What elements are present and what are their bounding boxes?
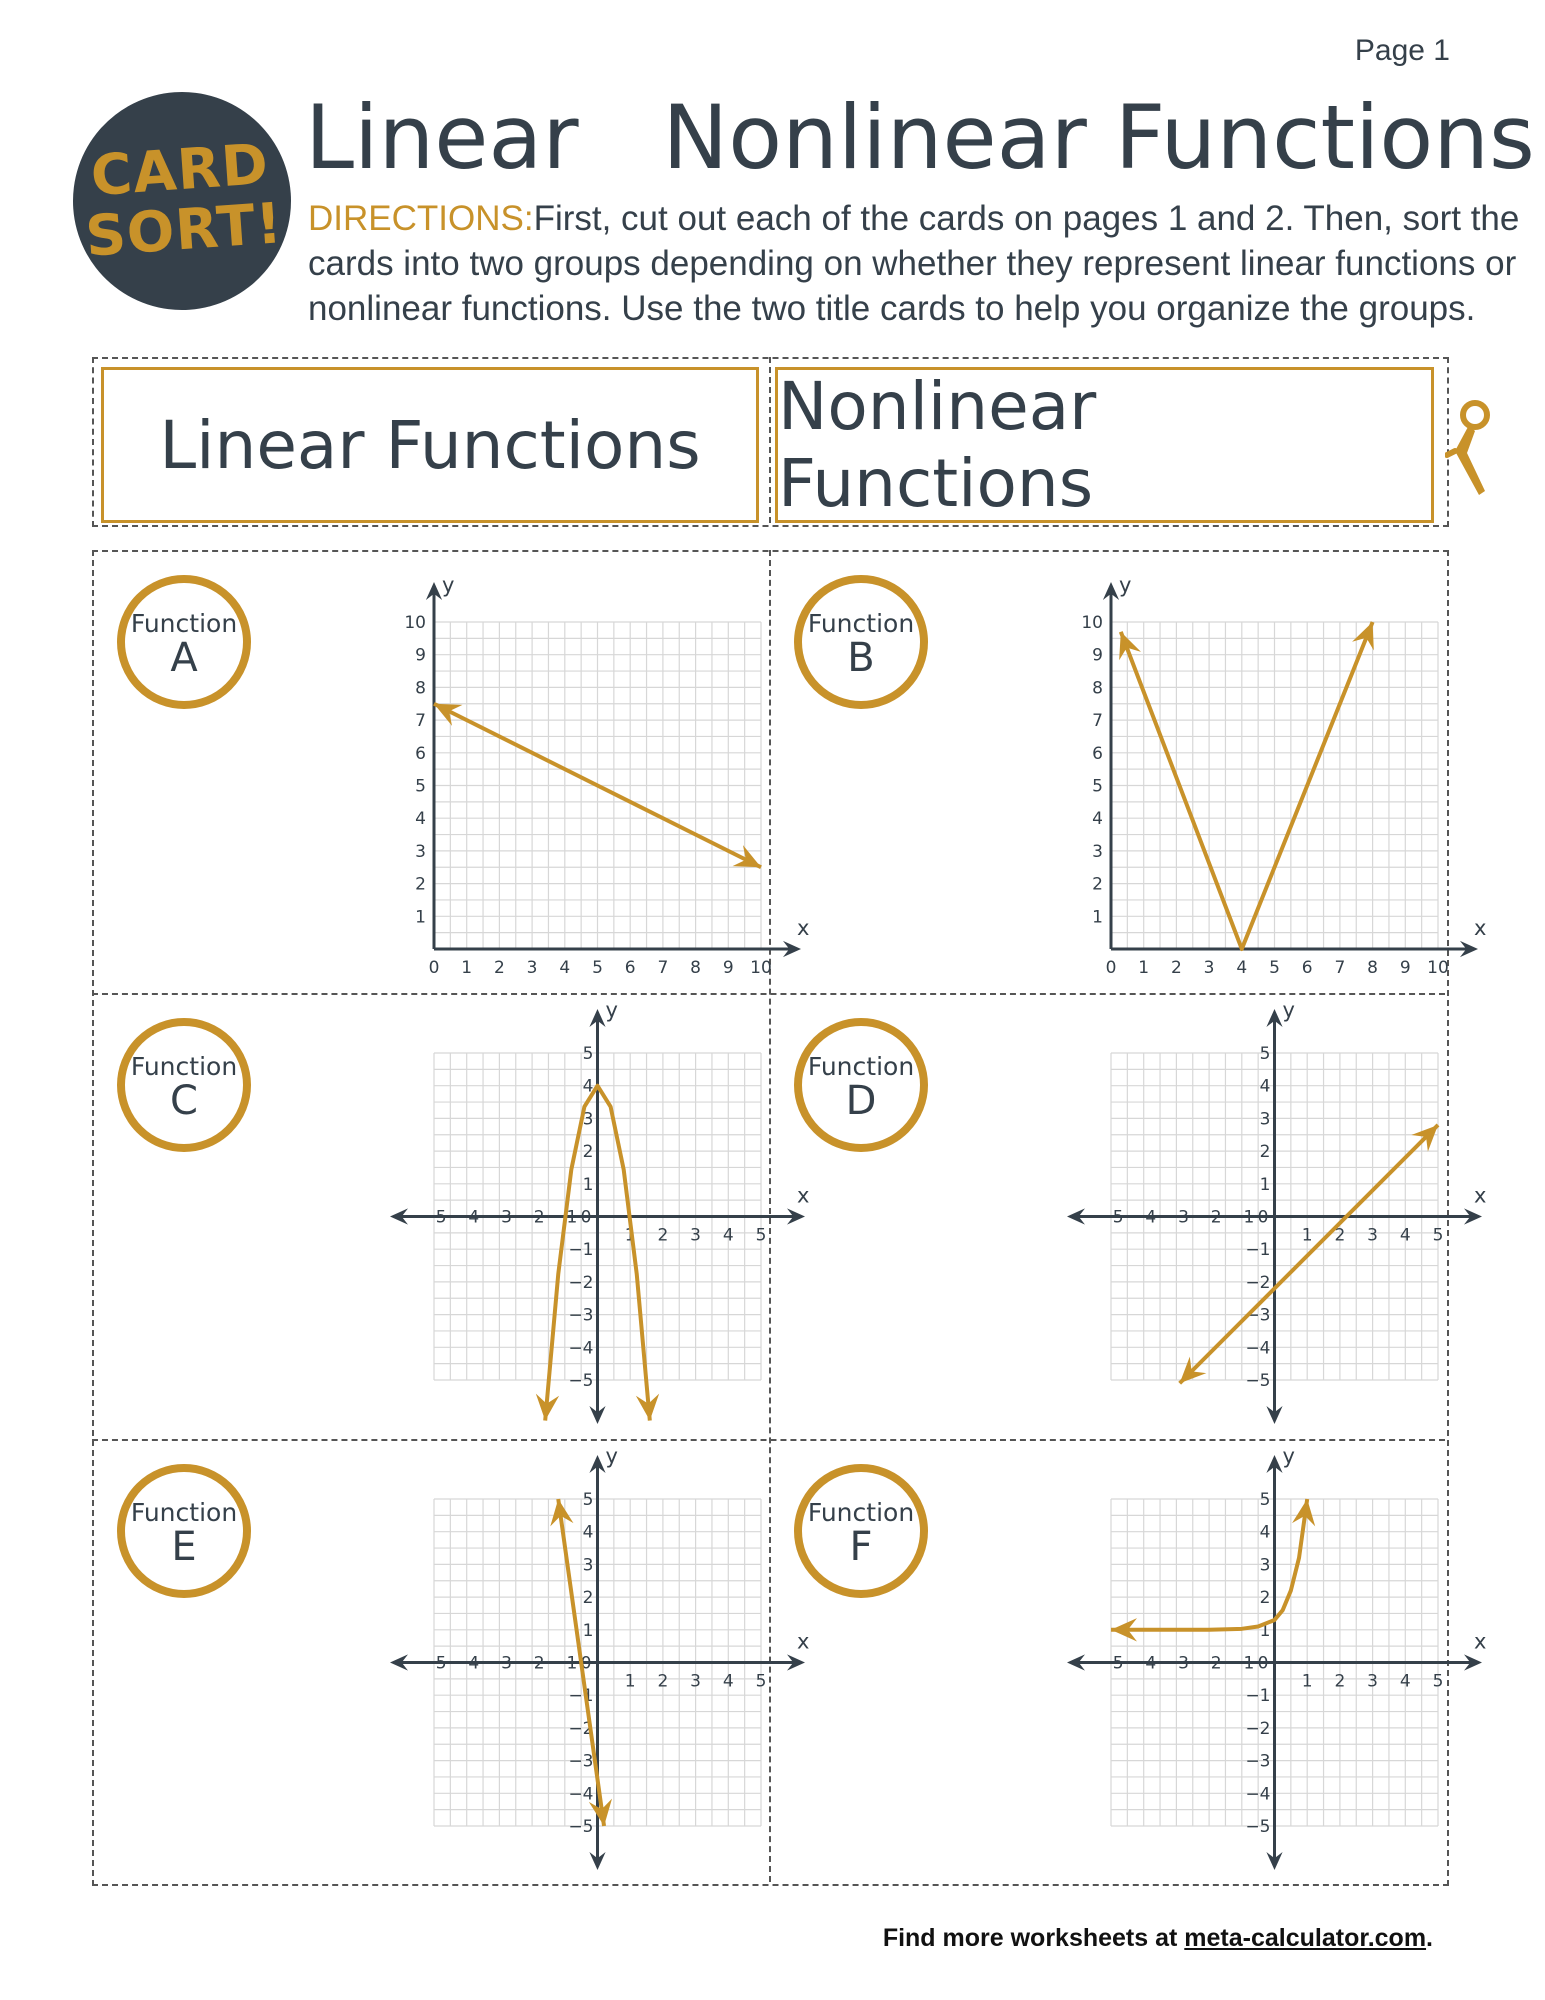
y-tick-label: 3 bbox=[582, 1109, 594, 1130]
y-tick-label: 5 bbox=[415, 776, 426, 797]
logo-line-2: SORT! bbox=[83, 191, 285, 270]
scissors-icon bbox=[1445, 395, 1505, 510]
x-tick-label: 4 bbox=[722, 1225, 734, 1246]
y-tick-label: 3 bbox=[582, 1555, 594, 1576]
badge-word: Function bbox=[130, 609, 238, 638]
function-graph-e bbox=[297, 1444, 810, 1859]
y-tick-label: 5 bbox=[1092, 776, 1103, 797]
x-tick-label: 5 bbox=[755, 1671, 767, 1692]
y-tick-label: 5 bbox=[582, 1490, 594, 1510]
y-tick-label: 6 bbox=[415, 743, 426, 764]
x-tick-label: 1 bbox=[624, 1671, 636, 1692]
footer-suffix: . bbox=[1426, 1924, 1433, 1952]
x-tick-label: 5 bbox=[755, 1225, 767, 1246]
y-tick-label: 1 bbox=[582, 1174, 594, 1195]
y-tick-label: −2 bbox=[568, 1272, 594, 1293]
x-tick-label: −3 bbox=[486, 1653, 512, 1674]
x-tick-label: 0 bbox=[1105, 958, 1117, 978]
title-card-linear: Linear Functions bbox=[101, 367, 759, 523]
x-tick-label: −3 bbox=[486, 1207, 512, 1228]
x-tick-label: 0 bbox=[428, 958, 440, 978]
footer-prefix: Find more worksheets at bbox=[882, 1924, 1185, 1952]
x-tick-label: 1 bbox=[1301, 1225, 1313, 1246]
badge-word: Function bbox=[807, 1052, 915, 1081]
x-tick-label: 1 bbox=[1138, 958, 1150, 978]
function-graph-d bbox=[974, 998, 1487, 1413]
y-tick-label: 5 bbox=[1259, 1490, 1271, 1510]
y-tick-label: −3 bbox=[1245, 1751, 1271, 1772]
y-tick-label: −3 bbox=[568, 1751, 594, 1772]
graph-group bbox=[1067, 998, 1486, 1424]
function-card-a bbox=[92, 550, 810, 993]
y-axis-label: y bbox=[1282, 998, 1295, 1022]
y-tick-label: −3 bbox=[1245, 1305, 1271, 1326]
badge-letter: E bbox=[171, 1524, 197, 1570]
graph-group bbox=[390, 998, 809, 1424]
y-tick-label: −3 bbox=[568, 1305, 594, 1326]
x-tick-label: 8 bbox=[1367, 958, 1379, 978]
function-graph-c bbox=[297, 998, 810, 1413]
graph-group bbox=[404, 573, 809, 978]
y-tick-label: 3 bbox=[1259, 1555, 1271, 1576]
x-tick-label: −2 bbox=[519, 1653, 545, 1674]
graph-group bbox=[1081, 573, 1486, 978]
badge-word: Function bbox=[807, 1498, 915, 1527]
y-tick-label: 5 bbox=[582, 1044, 594, 1064]
x-tick-label: −1 bbox=[552, 1653, 578, 1674]
x-tick-label: 1 bbox=[461, 958, 473, 978]
y-tick-label: −5 bbox=[1245, 1371, 1271, 1391]
function-card-d bbox=[769, 993, 1487, 1439]
title-card-nonlinear: Nonlinear Functions bbox=[775, 367, 1434, 523]
y-tick-label: 3 bbox=[1092, 841, 1103, 862]
page-number: Page 1 bbox=[1354, 34, 1450, 67]
x-tick-label: 3 bbox=[690, 1225, 702, 1246]
y-tick-label: 10 bbox=[1081, 613, 1103, 633]
x-tick-label: 2 bbox=[1334, 1671, 1346, 1692]
y-tick-label: 2 bbox=[1092, 874, 1103, 895]
graph-group bbox=[1067, 1444, 1486, 1870]
y-tick-label: −1 bbox=[568, 1240, 594, 1261]
x-tick-label: 5 bbox=[1269, 958, 1280, 978]
card-sort-logo bbox=[66, 85, 299, 318]
x-tick-label: −2 bbox=[519, 1207, 545, 1228]
x-tick-label: 5 bbox=[1432, 1671, 1444, 1692]
x-tick-label: 3 bbox=[690, 1671, 702, 1692]
x-tick-label: 8 bbox=[690, 958, 702, 978]
function-card-b bbox=[769, 550, 1487, 993]
badge-letter: B bbox=[847, 635, 875, 681]
x-tick-label: −5 bbox=[421, 1653, 447, 1674]
x-tick-label: −2 bbox=[1196, 1653, 1222, 1674]
badge-word: Function bbox=[807, 609, 915, 638]
directions-label: DIRECTIONS: bbox=[308, 199, 534, 238]
y-tick-label: 3 bbox=[1259, 1109, 1271, 1130]
y-axis-label: y bbox=[442, 573, 455, 597]
x-tick-label: −4 bbox=[1131, 1207, 1157, 1228]
x-tick-label: −5 bbox=[421, 1207, 447, 1228]
y-tick-label: 4 bbox=[1092, 809, 1103, 830]
y-tick-label: 1 bbox=[415, 907, 426, 928]
x-tick-label: 9 bbox=[722, 958, 734, 978]
y-tick-label: 7 bbox=[1092, 711, 1103, 732]
function-graph-a bbox=[297, 560, 810, 978]
badge-letter: A bbox=[170, 635, 198, 681]
function-badge bbox=[794, 1018, 928, 1152]
badge-word: Function bbox=[130, 1498, 238, 1527]
directions bbox=[308, 196, 1538, 331]
footer-link[interactable]: meta-calculator.com bbox=[1184, 1924, 1427, 1952]
y-tick-label: −4 bbox=[568, 1784, 594, 1805]
y-tick-label: 1 bbox=[1259, 1620, 1271, 1641]
function-line bbox=[1180, 1125, 1438, 1383]
badge-letter: F bbox=[849, 1524, 873, 1570]
page-title: Linear Nonlinear Functions bbox=[305, 86, 1535, 189]
y-tick-label: 6 bbox=[1092, 743, 1103, 764]
x-tick-label: 5 bbox=[1432, 1225, 1444, 1246]
y-tick-label: 9 bbox=[415, 645, 426, 666]
x-tick-label: −1 bbox=[1229, 1653, 1255, 1674]
function-card-f bbox=[769, 1439, 1487, 1882]
y-tick-label: 1 bbox=[582, 1620, 594, 1641]
y-axis-label: y bbox=[605, 1444, 618, 1468]
x-tick-label: 2 bbox=[493, 958, 505, 978]
x-tick-label: 2 bbox=[657, 1671, 669, 1692]
footer bbox=[883, 1924, 1433, 1953]
x-tick-label: 9 bbox=[1399, 958, 1411, 978]
function-graph-f bbox=[974, 1444, 1487, 1859]
x-tick-label: 3 bbox=[1367, 1671, 1379, 1692]
y-tick-label: 3 bbox=[415, 841, 426, 862]
x-tick-label: 7 bbox=[657, 958, 669, 978]
x-tick-label: 4 bbox=[1399, 1225, 1411, 1246]
y-tick-label: 7 bbox=[415, 711, 426, 732]
y-tick-label: −1 bbox=[1245, 1686, 1271, 1707]
y-tick-label: −4 bbox=[1245, 1338, 1271, 1359]
function-card-e bbox=[92, 1439, 810, 1882]
x-axis-label: x bbox=[1474, 1629, 1487, 1654]
x-tick-label: 6 bbox=[624, 958, 636, 978]
x-tick-label: 6 bbox=[1301, 958, 1313, 978]
function-graph-b bbox=[974, 560, 1487, 978]
x-axis-label: x bbox=[797, 1629, 810, 1654]
x-tick-label: 4 bbox=[722, 1671, 734, 1692]
graph-group bbox=[390, 1444, 809, 1870]
x-tick-label: 3 bbox=[1203, 958, 1215, 978]
x-axis-label: x bbox=[797, 1183, 810, 1208]
y-tick-label: −4 bbox=[568, 1338, 594, 1359]
directions-text: First, cut out each of the cards on pages 1 and 2. Then, sort the cards into two groups depending on whether they represent linear functions or nonlinear functions. Use the two title cards to help you organize the groups. bbox=[308, 199, 1520, 328]
x-tick-label: 2 bbox=[657, 1225, 669, 1246]
y-axis-label: y bbox=[1282, 1444, 1295, 1468]
y-tick-label: −5 bbox=[568, 1371, 594, 1391]
x-tick-label: 3 bbox=[526, 958, 538, 978]
y-tick-label: −1 bbox=[568, 1686, 594, 1707]
x-tick-label: 2 bbox=[1334, 1225, 1346, 1246]
y-axis-label: y bbox=[605, 998, 618, 1022]
y-tick-label: 2 bbox=[1259, 1588, 1271, 1609]
x-tick-label: −2 bbox=[1196, 1207, 1222, 1228]
y-tick-label: 4 bbox=[1259, 1522, 1271, 1543]
badge-word: Function bbox=[130, 1052, 238, 1081]
badge-letter: C bbox=[170, 1078, 198, 1124]
x-tick-label: 1 bbox=[1301, 1671, 1313, 1692]
logo-line-1: CARD bbox=[88, 131, 271, 210]
y-tick-label: −4 bbox=[1245, 1784, 1271, 1805]
x-tick-label: −4 bbox=[1131, 1653, 1157, 1674]
function-badge bbox=[117, 575, 251, 709]
x-tick-label: −1 bbox=[552, 1207, 578, 1228]
y-tick-label: 2 bbox=[415, 874, 426, 895]
x-tick-label: 10 bbox=[750, 958, 772, 978]
y-axis-label: y bbox=[1119, 573, 1132, 597]
origin-label: 0 bbox=[1257, 1653, 1269, 1674]
y-tick-label: 2 bbox=[582, 1588, 594, 1609]
origin-label: 0 bbox=[580, 1207, 592, 1228]
x-axis-label: x bbox=[797, 916, 810, 940]
x-tick-label: −4 bbox=[454, 1653, 480, 1674]
y-tick-label: −2 bbox=[568, 1718, 594, 1739]
x-tick-label: −5 bbox=[1098, 1207, 1124, 1228]
x-tick-label: −3 bbox=[1163, 1653, 1189, 1674]
x-tick-label: 1 bbox=[624, 1225, 636, 1246]
y-tick-label: 5 bbox=[1259, 1044, 1271, 1064]
badge-letter: D bbox=[845, 1078, 877, 1124]
x-tick-label: 4 bbox=[559, 958, 571, 978]
x-tick-label: −1 bbox=[1229, 1207, 1255, 1228]
x-axis-label: x bbox=[1474, 1183, 1487, 1208]
function-badge bbox=[794, 575, 928, 709]
y-tick-label: 8 bbox=[1092, 678, 1103, 699]
x-tick-label: −5 bbox=[1098, 1653, 1124, 1674]
y-tick-label: 1 bbox=[1092, 907, 1103, 928]
title-cards-divider bbox=[769, 357, 771, 523]
origin-label: 0 bbox=[580, 1653, 592, 1674]
function-card-c bbox=[92, 993, 810, 1439]
x-tick-label: 4 bbox=[1236, 958, 1248, 978]
y-tick-label: 8 bbox=[415, 678, 426, 699]
x-axis-label: x bbox=[1474, 916, 1487, 940]
origin-label: 0 bbox=[1257, 1207, 1269, 1228]
function-badge bbox=[794, 1464, 928, 1598]
x-tick-label: 7 bbox=[1334, 958, 1346, 978]
x-tick-label: 2 bbox=[1170, 958, 1182, 978]
y-tick-label: 4 bbox=[415, 809, 426, 830]
y-tick-label: 9 bbox=[1092, 645, 1103, 666]
y-tick-label: −2 bbox=[1245, 1272, 1271, 1293]
y-tick-label: −5 bbox=[1245, 1817, 1271, 1837]
x-tick-label: −3 bbox=[1163, 1207, 1189, 1228]
y-tick-label: 4 bbox=[582, 1522, 594, 1543]
y-tick-label: 10 bbox=[404, 613, 426, 633]
x-tick-label: −4 bbox=[454, 1207, 480, 1228]
y-tick-label: 4 bbox=[582, 1076, 594, 1097]
y-tick-label: 4 bbox=[1259, 1076, 1271, 1097]
x-tick-label: 4 bbox=[1399, 1671, 1411, 1692]
y-tick-label: 1 bbox=[1259, 1174, 1271, 1195]
y-tick-label: −5 bbox=[568, 1817, 594, 1837]
y-tick-label: 2 bbox=[1259, 1142, 1271, 1163]
x-tick-label: 5 bbox=[592, 958, 603, 978]
function-badge bbox=[117, 1464, 251, 1598]
y-tick-label: −1 bbox=[1245, 1240, 1271, 1261]
x-tick-label: 10 bbox=[1427, 958, 1449, 978]
y-tick-label: −2 bbox=[1245, 1718, 1271, 1739]
x-tick-label: 3 bbox=[1367, 1225, 1379, 1246]
y-tick-label: 2 bbox=[582, 1142, 594, 1163]
function-badge bbox=[117, 1018, 251, 1152]
